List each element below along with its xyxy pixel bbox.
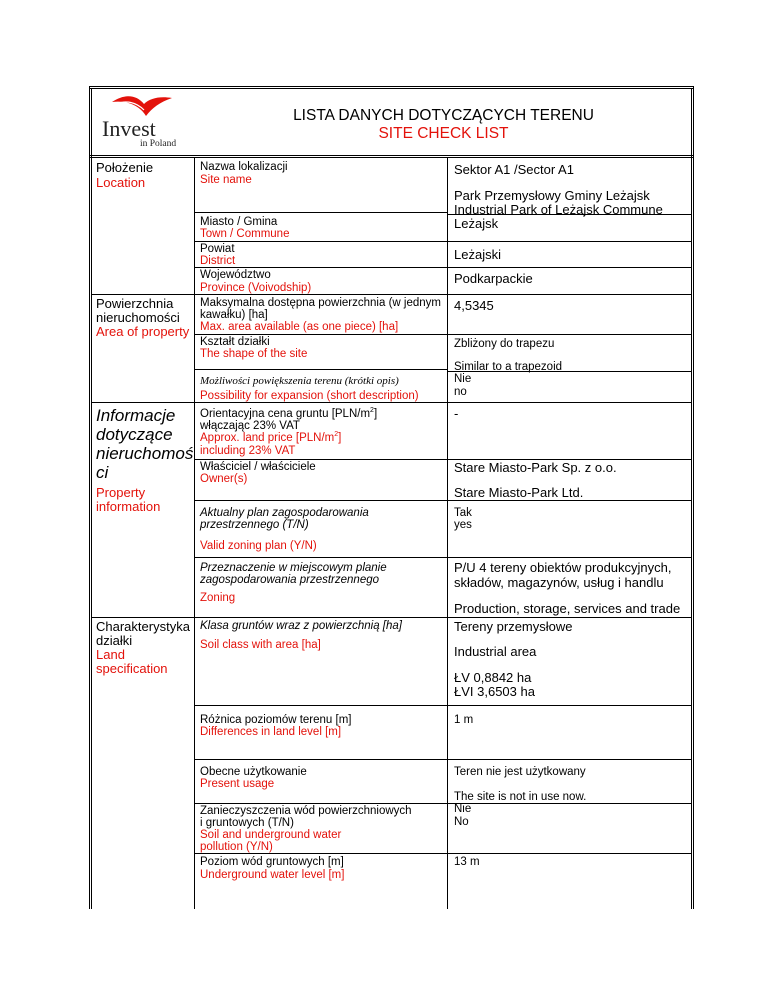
town-label: Miasto / Gmina — [200, 216, 278, 228]
site-name-label: Nazwa lokalizacji — [200, 161, 288, 173]
water-level-value: 13 m — [454, 856, 480, 868]
pollution-label-2: i gruntowych (T/N) — [200, 817, 294, 829]
section-area-pl2: nieruchomości — [96, 310, 180, 325]
section-property-pl4: ci — [96, 463, 109, 482]
section-area-pl1: Powierzchnia — [96, 296, 174, 311]
expansion-label-en: Possibility for expansion (short description) — [200, 390, 419, 402]
district-value: Leżajski — [454, 247, 501, 262]
expansion-label: Możliwości powiększenia terenu (krótki opis) — [200, 375, 399, 387]
levels-value: 1 m — [454, 714, 474, 726]
logo-swoosh-icon — [110, 94, 174, 118]
shape-value-en: Similar to a trapezoid — [454, 361, 563, 373]
soil-class-1: ŁV 0,8842 ha — [454, 670, 532, 685]
owner-value-en: Stare Miasto-Park Ltd. — [454, 485, 584, 500]
price-value: - — [454, 406, 459, 421]
section-property-en2: information — [96, 499, 161, 514]
logo-sub: in Poland — [140, 139, 177, 149]
province-label-en: Province (Voivodship) — [200, 282, 312, 294]
zoning-value-en: Production, storage, services and trade — [454, 601, 681, 616]
soil-label: Klasa gruntów wraz z powierzchnią [ha] — [200, 620, 402, 632]
section-property-pl1: Informacje — [96, 406, 176, 425]
town-value: Leżajsk — [454, 216, 499, 231]
owner-value-pl: Stare Miasto-Park Sp. z o.o. — [454, 460, 617, 475]
owner-label-en: Owner(s) — [200, 473, 248, 485]
expansion-value-pl: Nie — [454, 373, 472, 385]
zoning-value-pl-1: P/U 4 tereny obiektów produkcyjnych, — [454, 560, 672, 575]
usage-label-en: Present usage — [200, 778, 275, 790]
site-name-value: Sektor A1 /Sector A1 — [454, 162, 574, 177]
zoning-plan-value-pl: Tak — [454, 507, 472, 519]
section-property-pl3: nieruchomoś — [96, 444, 194, 463]
zoning-value-pl-2: składów, magazynów, usług i handlu — [454, 575, 664, 590]
soil-value-pl: Tereny przemysłowe — [454, 619, 573, 634]
province-value: Podkarpackie — [454, 271, 533, 286]
shape-label-en: The shape of the site — [200, 348, 308, 360]
district-label: Powiat — [200, 243, 235, 255]
section-property-en1: Property — [96, 485, 146, 500]
shape-label: Kształt działki — [200, 336, 270, 348]
title-pl: LISTA DANYCH DOTYCZĄCYCH TERENU — [293, 107, 594, 124]
soil-class-2: ŁVI 3,6503 ha — [454, 684, 535, 699]
zoning-plan-label-1: Aktualny plan zagospodarowania — [200, 507, 369, 519]
usage-label: Obecne użytkowanie — [200, 766, 307, 778]
levels-label: Różnica poziomów terenu [m] — [200, 714, 352, 726]
pollution-label-en-1: Soil and underground water — [200, 829, 342, 841]
price-label-2: włączając 23% VAT — [200, 420, 300, 432]
site-park-name-pl: Park Przemysłowy Gminy Leżajsk — [454, 188, 650, 203]
price-label-1: Orientacyjna cena gruntu $[PLN/m^2]$ — [200, 407, 378, 420]
zoning-plan-value-en: yes — [454, 519, 472, 531]
province-label: Województwo — [200, 269, 271, 281]
zoning-plan-label-en: Valid zoning plan (Y/N) — [200, 540, 317, 552]
section-land-pl1: Charakterystyka — [96, 619, 190, 634]
owner-label: Właściciel / właściciele — [200, 461, 316, 473]
water-level-label: Poziom wód gruntowych [m] — [200, 856, 344, 868]
site-name-label-en: Site name — [200, 174, 252, 186]
pollution-label-en-2: pollution (Y/N) — [200, 841, 273, 853]
usage-value-en: The site is not in use now. — [454, 791, 587, 803]
section-area-en: Area of property — [96, 324, 190, 339]
town-label-en: Town / Commune — [200, 228, 290, 240]
max-area-label-1: Maksymalna dostępna powierzchnia (w jednym — [200, 297, 441, 309]
section-land-en1: Land — [96, 647, 125, 662]
pollution-value-pl: Nie — [454, 803, 472, 815]
price-label-en-2: including 23% VAT — [200, 445, 296, 457]
pollution-value-en: No — [454, 816, 469, 828]
zoning-label-2: zagospodarowania przestrzennego — [200, 574, 380, 586]
soil-value-en: Industrial area — [454, 644, 537, 659]
district-label-en: District — [200, 255, 236, 267]
section-property-pl2: dotyczące — [96, 425, 173, 444]
shape-value-pl: Zbliżony do trapezu — [454, 338, 555, 350]
usage-value-pl: Teren nie jest użytkowany — [454, 766, 586, 778]
section-land-en2: specification — [96, 661, 168, 676]
invest-in-poland-logo — [98, 92, 188, 152]
zoning-plan-label-2: przestrzennego (T/N) — [200, 519, 309, 531]
price-label-en-1: Approx. land price $[PLN/m^2]$ — [200, 431, 342, 444]
soil-label-en: Soil class with area [ha] — [200, 639, 321, 651]
water-level-label-en: Underground water level [m] — [200, 869, 345, 881]
zoning-label-1: Przeznaczenie w miejscowym planie — [200, 562, 387, 574]
expansion-value-en: no — [454, 386, 467, 398]
max-area-label-2: kawałku) [ha] — [200, 309, 268, 321]
site-park-name-en: Industrial Park of Leżajsk Commune — [454, 202, 663, 217]
max-area-label-en: Max. area available (as one piece) [ha] — [200, 321, 399, 333]
max-area-value: 4,5345 — [454, 298, 494, 313]
levels-label-en: Differences in land level [m] — [200, 726, 342, 738]
zoning-label-en: Zoning — [200, 592, 236, 604]
section-location-en: Location — [96, 175, 146, 190]
section-location-pl: Położenie — [96, 160, 154, 175]
title-en: SITE CHECK LIST — [378, 125, 509, 142]
section-land-pl2: działki — [96, 633, 133, 648]
pollution-label-1: Zanieczyszczenia wód powierzchniowych — [200, 805, 412, 817]
logo-word: Invest — [102, 116, 156, 141]
